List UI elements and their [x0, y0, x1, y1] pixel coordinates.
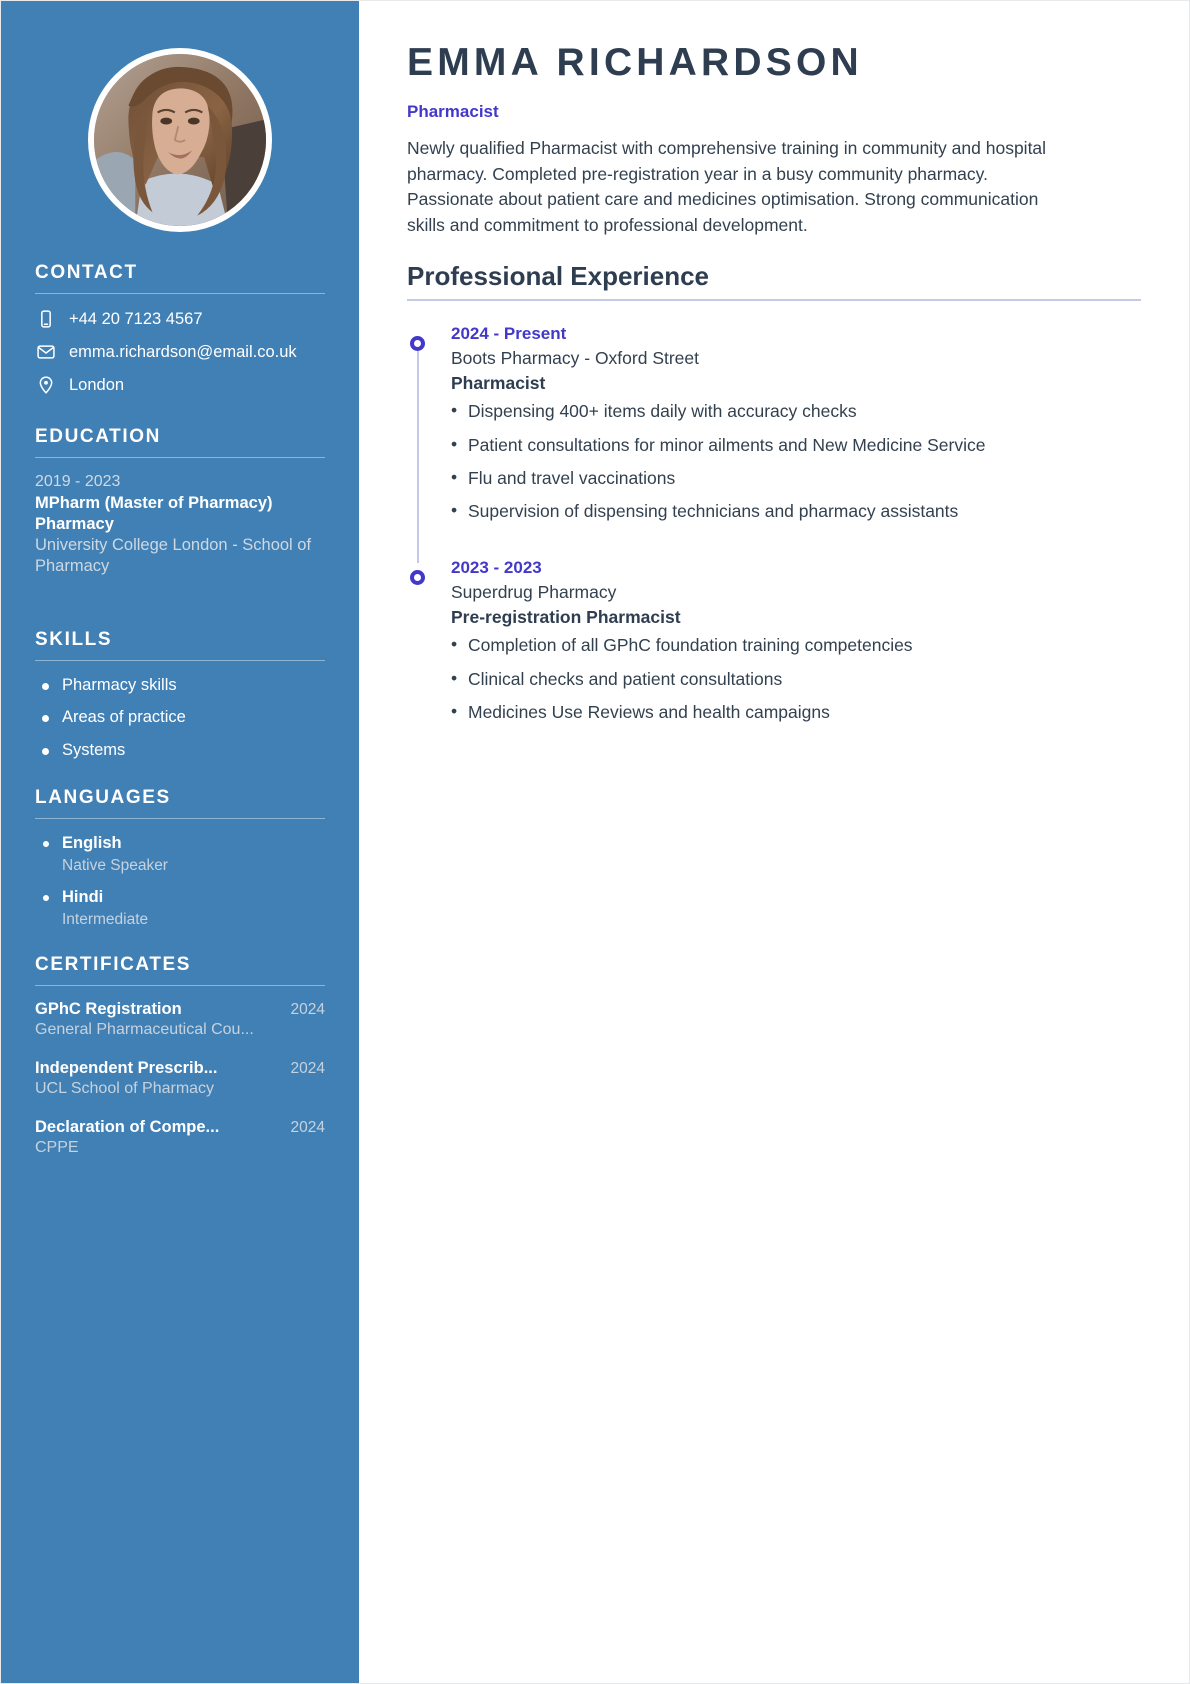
- list-item: • Completion of all GPhC foundation training competencies: [451, 633, 1141, 658]
- certificate-item: [35, 1118, 325, 1159]
- contact-location[interactable]: [35, 374, 325, 396]
- certificates-divider: [35, 985, 325, 986]
- language-level: Native Speaker: [62, 856, 168, 874]
- location-pin-icon: [35, 374, 57, 396]
- language-name: English: [62, 834, 122, 853]
- certificate-issuer: UCL School of Pharmacy: [35, 1080, 215, 1098]
- experience-points: [451, 633, 1141, 725]
- skills-heading: SKILLS: [35, 628, 113, 650]
- certificate-header: [35, 1000, 325, 1019]
- contact-phone-value: +44 20 7123 4567: [69, 309, 203, 328]
- list-item: • Supervision of dispensing technicians and pharmacy assistants: [451, 499, 1141, 524]
- page-title: EMMA RICHARDSON: [407, 41, 863, 84]
- education-school: University College London - School of Pharmacy: [35, 535, 312, 575]
- certificates-heading: CERTIFICATES: [35, 954, 192, 976]
- certificate-header: [35, 1118, 325, 1137]
- education-item: [35, 472, 325, 577]
- skills-list: [35, 675, 325, 761]
- phone-icon: [35, 308, 57, 330]
- certificate-name: GPhC Registration: [35, 1000, 182, 1019]
- experience-title: Pre-registration Pharmacist: [451, 607, 681, 628]
- contact-email-value: emma.richardson@email.co.uk: [69, 342, 297, 361]
- certificate-name: Declaration of Compe...: [35, 1117, 220, 1136]
- list-item: • Dispensing 400+ items daily with accuracy checks: [451, 399, 1141, 424]
- certificate-year: 2024: [290, 1060, 325, 1078]
- experience-dates: 2024 - Present: [451, 323, 567, 343]
- experience-heading: Professional Experience: [407, 260, 710, 291]
- contact-divider: [35, 293, 325, 294]
- certificate-year: 2024: [290, 1118, 325, 1136]
- education-section: [35, 426, 325, 577]
- profile-photo-wrapper: [35, 48, 325, 232]
- education-dates: 2019 - 2023: [35, 473, 121, 490]
- timeline-connector: [417, 351, 419, 563]
- certificate-issuer: CPPE: [35, 1138, 79, 1156]
- certificate-issuer: General Pharmaceutical Cou...: [35, 1021, 254, 1039]
- list-item: [35, 833, 325, 876]
- list-item: • Clinical checks and patient consultations: [451, 667, 1141, 692]
- experience-divider: [407, 299, 1141, 301]
- contact-section: [35, 262, 325, 396]
- experience-item: [451, 557, 1141, 726]
- job-role: Pharmacist: [407, 101, 499, 121]
- contact-email[interactable]: [35, 341, 325, 363]
- timeline-marker-icon: [410, 336, 425, 351]
- languages-heading: LANGUAGES: [35, 787, 171, 809]
- timeline-marker-icon: [410, 570, 425, 585]
- list-item: • Medicines Use Reviews and health campaigns: [451, 700, 1141, 725]
- languages-divider: [35, 818, 325, 819]
- education-divider: [35, 457, 325, 458]
- experience-dates: 2023 - 2023: [451, 557, 542, 577]
- main-content: [359, 1, 1189, 1683]
- certificate-item: [35, 1059, 325, 1100]
- experience-company: Boots Pharmacy - Oxford Street: [451, 347, 700, 368]
- experience-title: Pharmacist: [451, 373, 546, 394]
- profile-photo: [88, 48, 272, 232]
- languages-section: [35, 787, 325, 930]
- experience-item: [451, 323, 1141, 557]
- education-degree: MPharm (Master of Pharmacy) Pharmacy: [35, 493, 273, 533]
- experience-timeline: [407, 323, 1141, 726]
- list-item: [35, 887, 325, 930]
- language-level: Intermediate: [62, 910, 149, 928]
- list-item: Systems: [35, 740, 325, 761]
- certificate-name: Independent Prescrib...: [35, 1059, 218, 1078]
- contact-location-value: London: [69, 375, 125, 394]
- certificate-year: 2024: [290, 1001, 325, 1019]
- envelope-icon: [35, 341, 57, 363]
- certificates-section: [35, 954, 325, 1158]
- skills-section: [35, 629, 325, 761]
- experience-points: [451, 399, 1141, 525]
- certificate-item: [35, 1000, 325, 1041]
- languages-list: [35, 833, 325, 930]
- experience-company: Superdrug Pharmacy: [451, 581, 617, 602]
- list-item: • Flu and travel vaccinations: [451, 466, 1141, 491]
- list-item: • Patient consultations for minor ailments and New Medicine Service: [451, 433, 1141, 458]
- sidebar: [1, 1, 359, 1683]
- list-item: Areas of practice: [35, 707, 325, 728]
- professional-summary: Newly qualified Pharmacist with comprehensive training in community and hospital pharmacy. Completed pre-registration year in a busy community pharmacy. Passionate about patient care and medicines optimisation. Strong communication skills and commitment to professional development.: [407, 137, 1047, 235]
- list-item: Pharmacy skills: [35, 675, 325, 696]
- contact-phone[interactable]: [35, 308, 325, 330]
- language-name: Hindi: [62, 888, 104, 907]
- contact-heading: CONTACT: [35, 262, 138, 283]
- skills-divider: [35, 660, 325, 661]
- certificate-header: [35, 1059, 325, 1078]
- education-heading: EDUCATION: [35, 426, 161, 447]
